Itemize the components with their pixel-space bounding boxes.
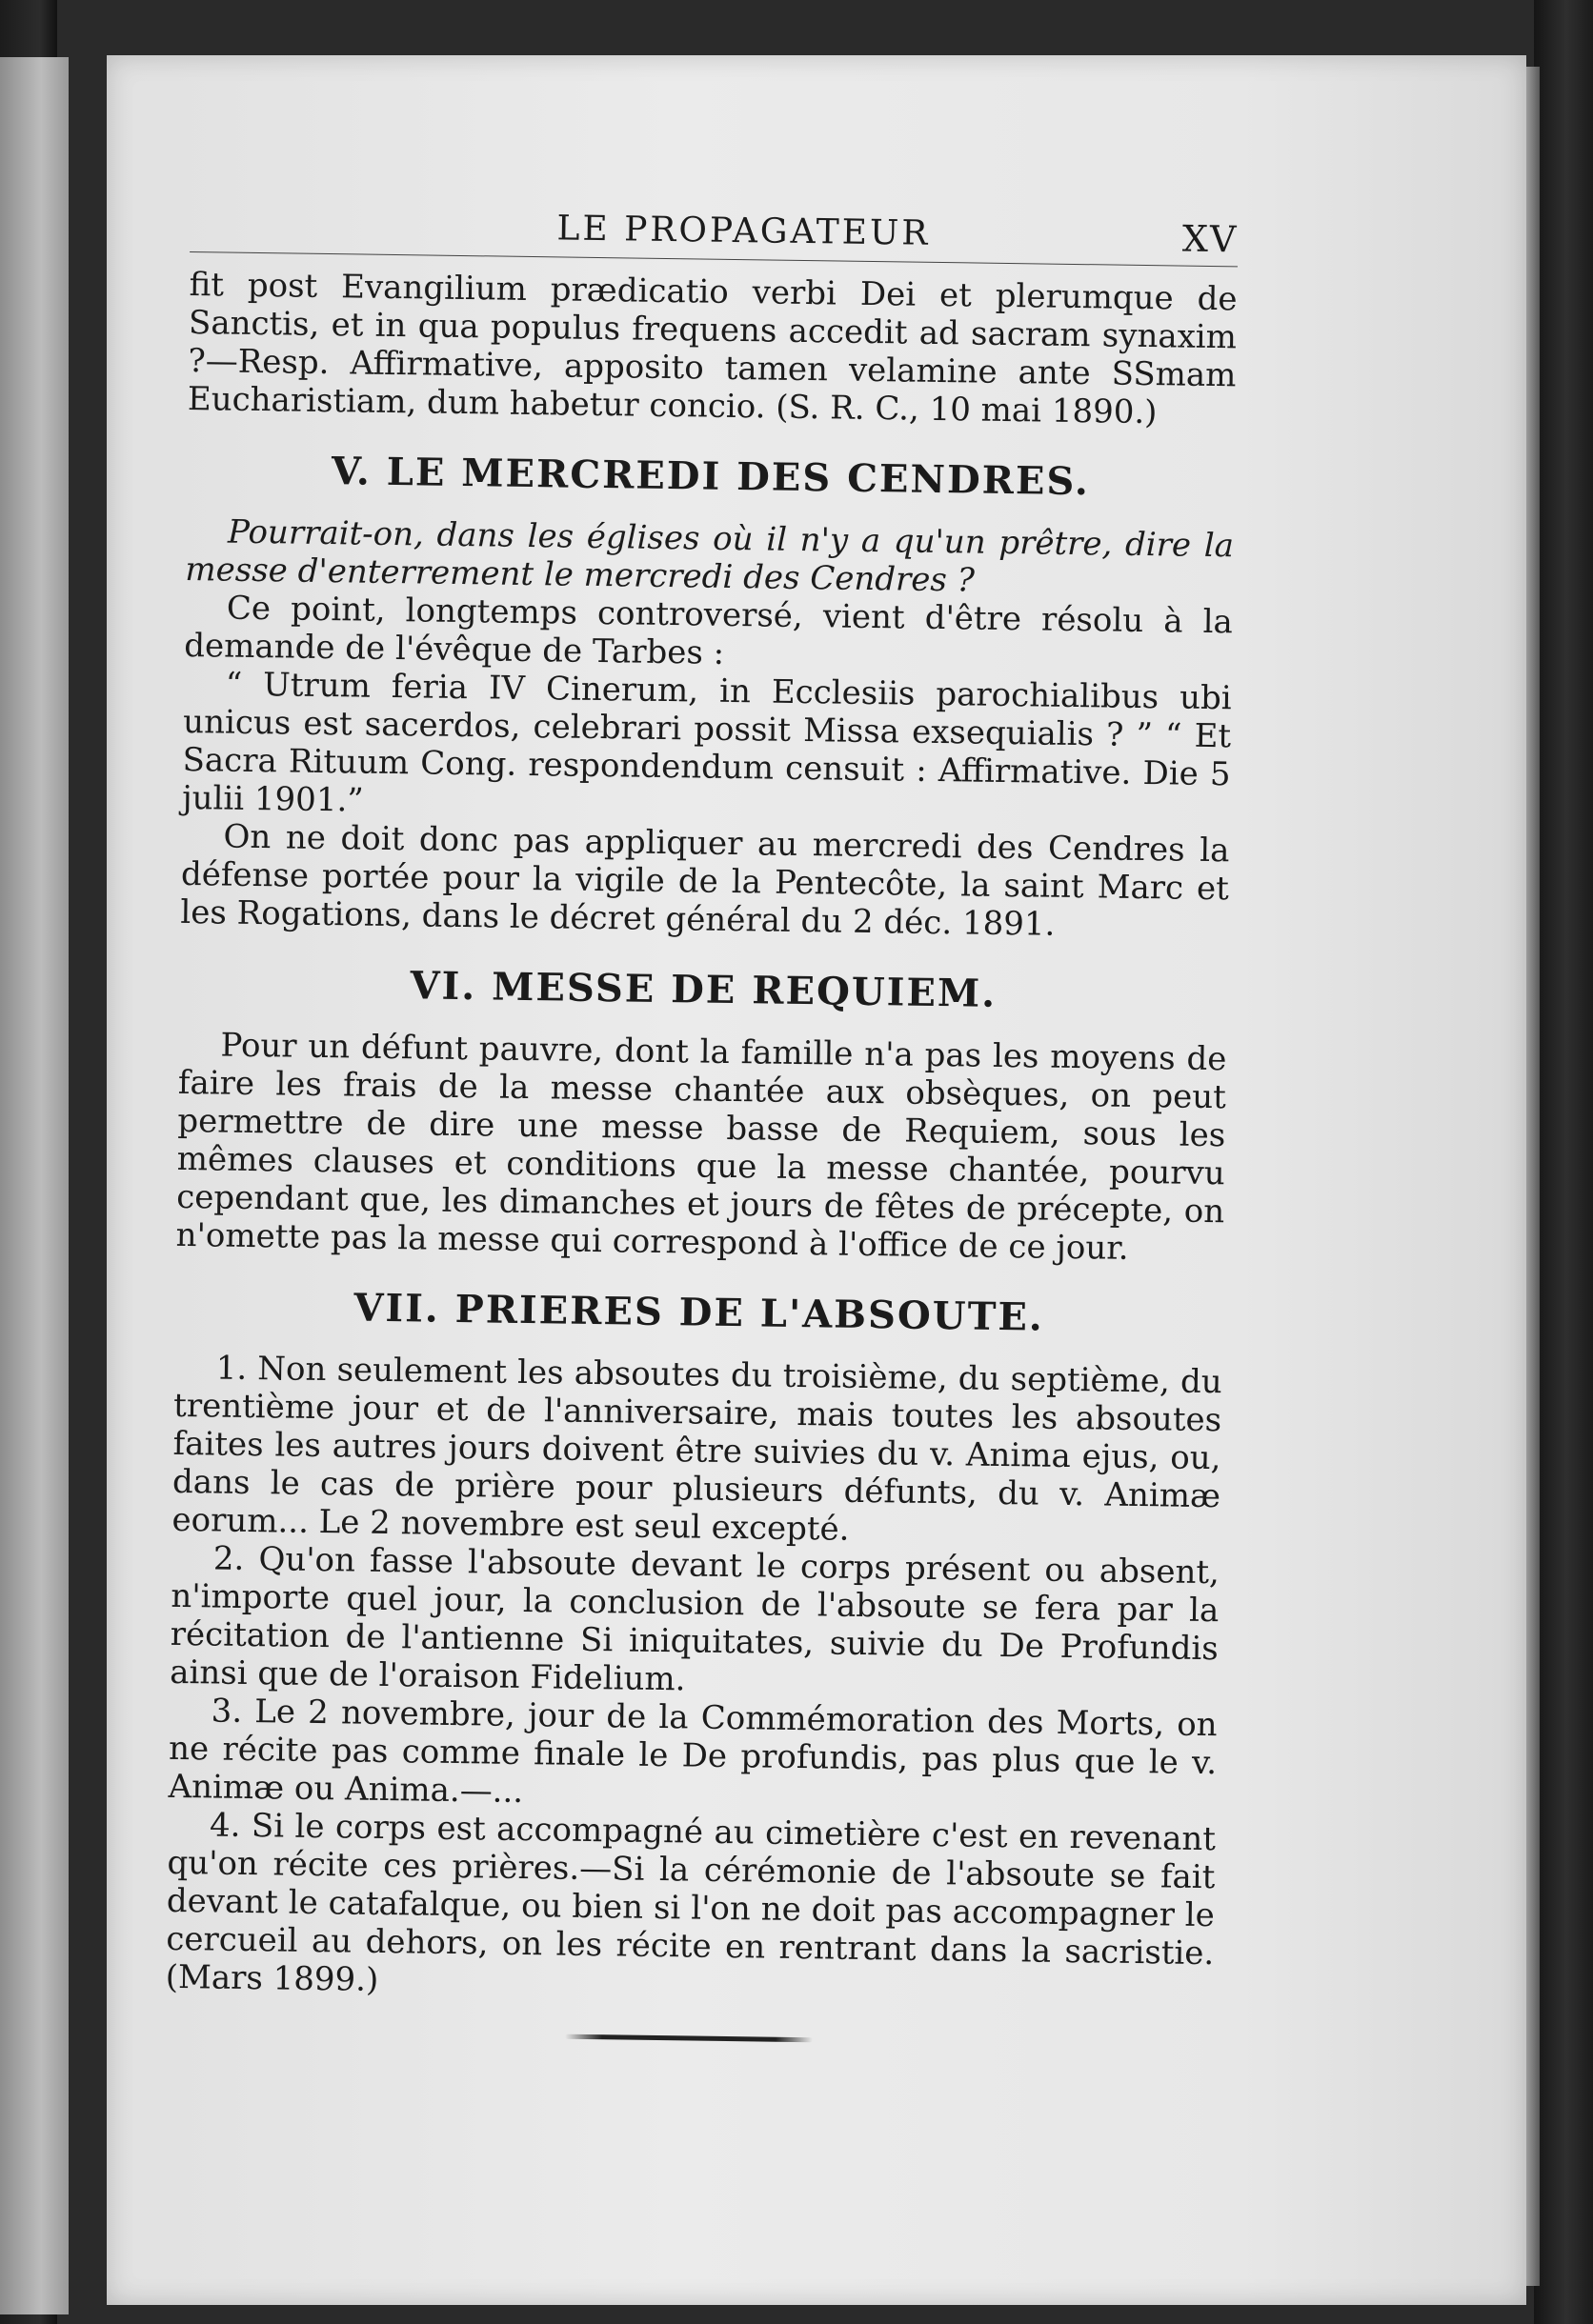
section-v-question: Pourrait-on, dans les églises où il n'y a qu'un prêtre, dire la messe d'enterrement le mercredi des Cendres ? xyxy=(185,512,1235,600)
scan-border-right xyxy=(1534,0,1593,2324)
section-vii-paragraph: 2. Qu'on fasse l'absoute devant le corps présent ou absent, n'importe quel jour, la conclusion de l'absoute se fera par la récitation de l'antienne Si iniquitates, suivie du De Profundis ainsi que de l'oraison Fidelium. xyxy=(169,1539,1220,1699)
section-v-paragraph: Ce point, longtemps controversé, vient d'être résolu à la demande de l'évêque de Tarbes : xyxy=(184,589,1234,672)
section-vi-paragraph: Pour un défunt pauvre, dont la famille n'a pas les moyens de faire les frais de la messe chantée aux obsèques, on peut permettre de dire une messe basse de Requiem, sous les mêmes clauses et conditions que la messe chantée, pourvu cependant que, les dimanches et jours de fêtes de précepte, on n'omette pas la messe qui correspond à l'office de ce jour. xyxy=(175,1026,1227,1268)
section-vii-paragraph: 1. Non seulement les absoutes du troisième, du septième, du trentième jour et de l'anniversaire, mais toutes les absoutes faites les autres jours doivent être suivies du v. Anima ejus, ou, dans le cas de prière pour plusieurs défunts, du v. Animæ eorum... Le 2 novembre est seul excepté. xyxy=(171,1349,1222,1549)
section-vii-paragraph: 3. Le 2 novembre, jour de la Commémoration des Morts, on ne récite pas comme finale le De profundis, pas plus que le v. Animæ ou Anima.—... xyxy=(168,1692,1218,1812)
page-number: XV xyxy=(1181,217,1239,261)
running-title: LE PROPAGATEUR xyxy=(556,209,931,253)
section-v-paragraph: “ Utrum feria IV Cinerum, in Ecclesiis parochialibus ubi unicus est sacerdos, celebrari possit Missa exsequialis ? ” “ Et Sacra Rituum Cong. respondendum censuit : Affirmative. Die 5 julii 1901.” xyxy=(181,665,1232,820)
section-title-vii: VII. PRIERES DE L'ABSOUTE. xyxy=(353,1285,1045,1340)
section-title-vi: VI. MESSE DE REQUIEM. xyxy=(410,963,998,1016)
facing-page-edge xyxy=(0,57,69,2314)
section-v-paragraph: On ne doit donc pas appliquer au mercredi des Cendres la défense portée pour la vigile de la Pentecôte, la saint Marc et les Rogations, dans le décret général du 2 déc. 1891. xyxy=(180,817,1230,944)
page-text-block xyxy=(165,190,1239,2048)
section-title-v: V. LE MERCREDI DES CENDRES. xyxy=(331,449,1091,505)
continued-paragraph: fit post Evangilium prædicatio verbi Dei et plerumque de Sanctis, et in qua populus frequens accedit ad sacram synaxim ?—Resp. Affirmative, apposito tamen velamine ante SSmam Eucharistiam, dum habetur concio. (S. R. C., 10 mai 1890.) xyxy=(187,265,1238,432)
page-edge-shadow xyxy=(1526,67,1540,2286)
section-vii-paragraph: 4. Si le corps est accompagné au cimetière c'est en revenant qu'on récite ces prières.—Si la cérémonie de l'absoute se fait devant le catafalque, ou bien si l'on ne doit pas accompagner le cercueil au dehors, on les récite en rentrant dans la sacristie. (Mars 1899.) xyxy=(165,1806,1217,1999)
